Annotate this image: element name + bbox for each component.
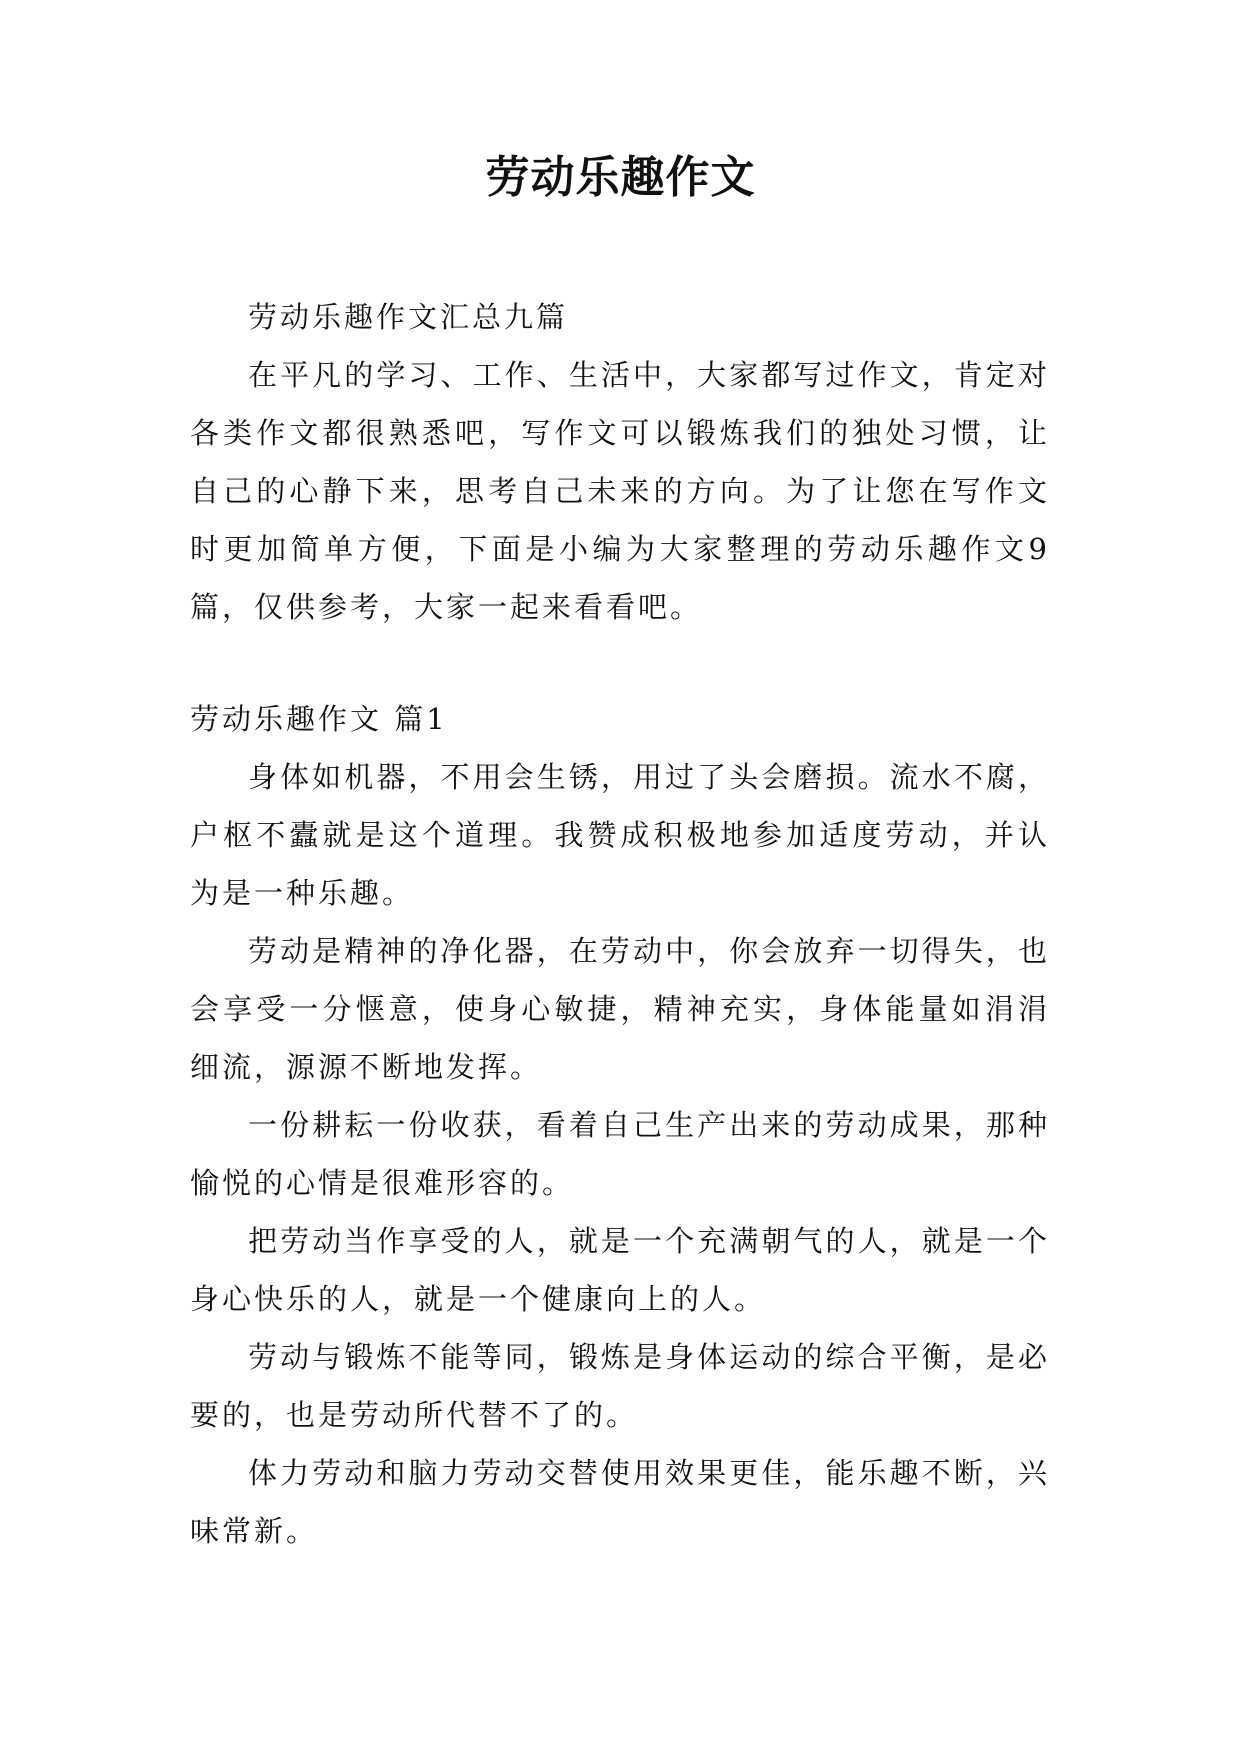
intro-block [190, 288, 1050, 636]
section-paragraph: 身体如机器，不用会生锈，用过了头会磨损。流水不腐，户枢不蠹就是这个道理。我赞成积极地参加适度劳动，并认为是一种乐趣。 [190, 760, 1050, 910]
section-paragraph: 把劳动当作享受的人，就是一个充满朝气的人，就是一个身心快乐的人，就是一个健康向上的人。 [190, 1224, 1050, 1316]
section-paragraph: 一份耕耘一份收获，看着自己生产出来的劳动成果，那种愉悦的心情是很难形容的。 [190, 1108, 1050, 1200]
document-title: 劳动乐趣作文 [485, 152, 756, 203]
section-heading: 劳动乐趣作文 篇1 [190, 702, 448, 736]
section-paragraph: 劳动与锻炼不能等同，锻炼是身体运动的综合平衡，是必要的，也是劳动所代替不了的。 [190, 1340, 1050, 1432]
section-paragraph: 体力劳动和脑力劳动交替使用效果更佳，能乐趣不断，兴味常新。 [190, 1456, 1050, 1548]
intro-paragraph: 在平凡的学习、工作、生活中，大家都写过作文，肯定对各类作文都很熟悉吧，写作文可以锻炼我们的独处习惯，让自己的心静下来，思考自己未来的方向。为了让您在写作文时更加简单方便，下面是小编为大家整理的劳动乐趣作文9篇，仅供参考，大家一起来看看吧。 [190, 358, 1050, 624]
section-1 [190, 690, 1050, 1560]
section-paragraph: 劳动是精神的净化器，在劳动中，你会放弃一切得失，也会享受一分惬意，使身心敏捷，精神充实，身体能量如涓涓细流，源源不断地发挥。 [190, 934, 1050, 1084]
intro-heading: 劳动乐趣作文汇总九篇 [248, 300, 569, 334]
